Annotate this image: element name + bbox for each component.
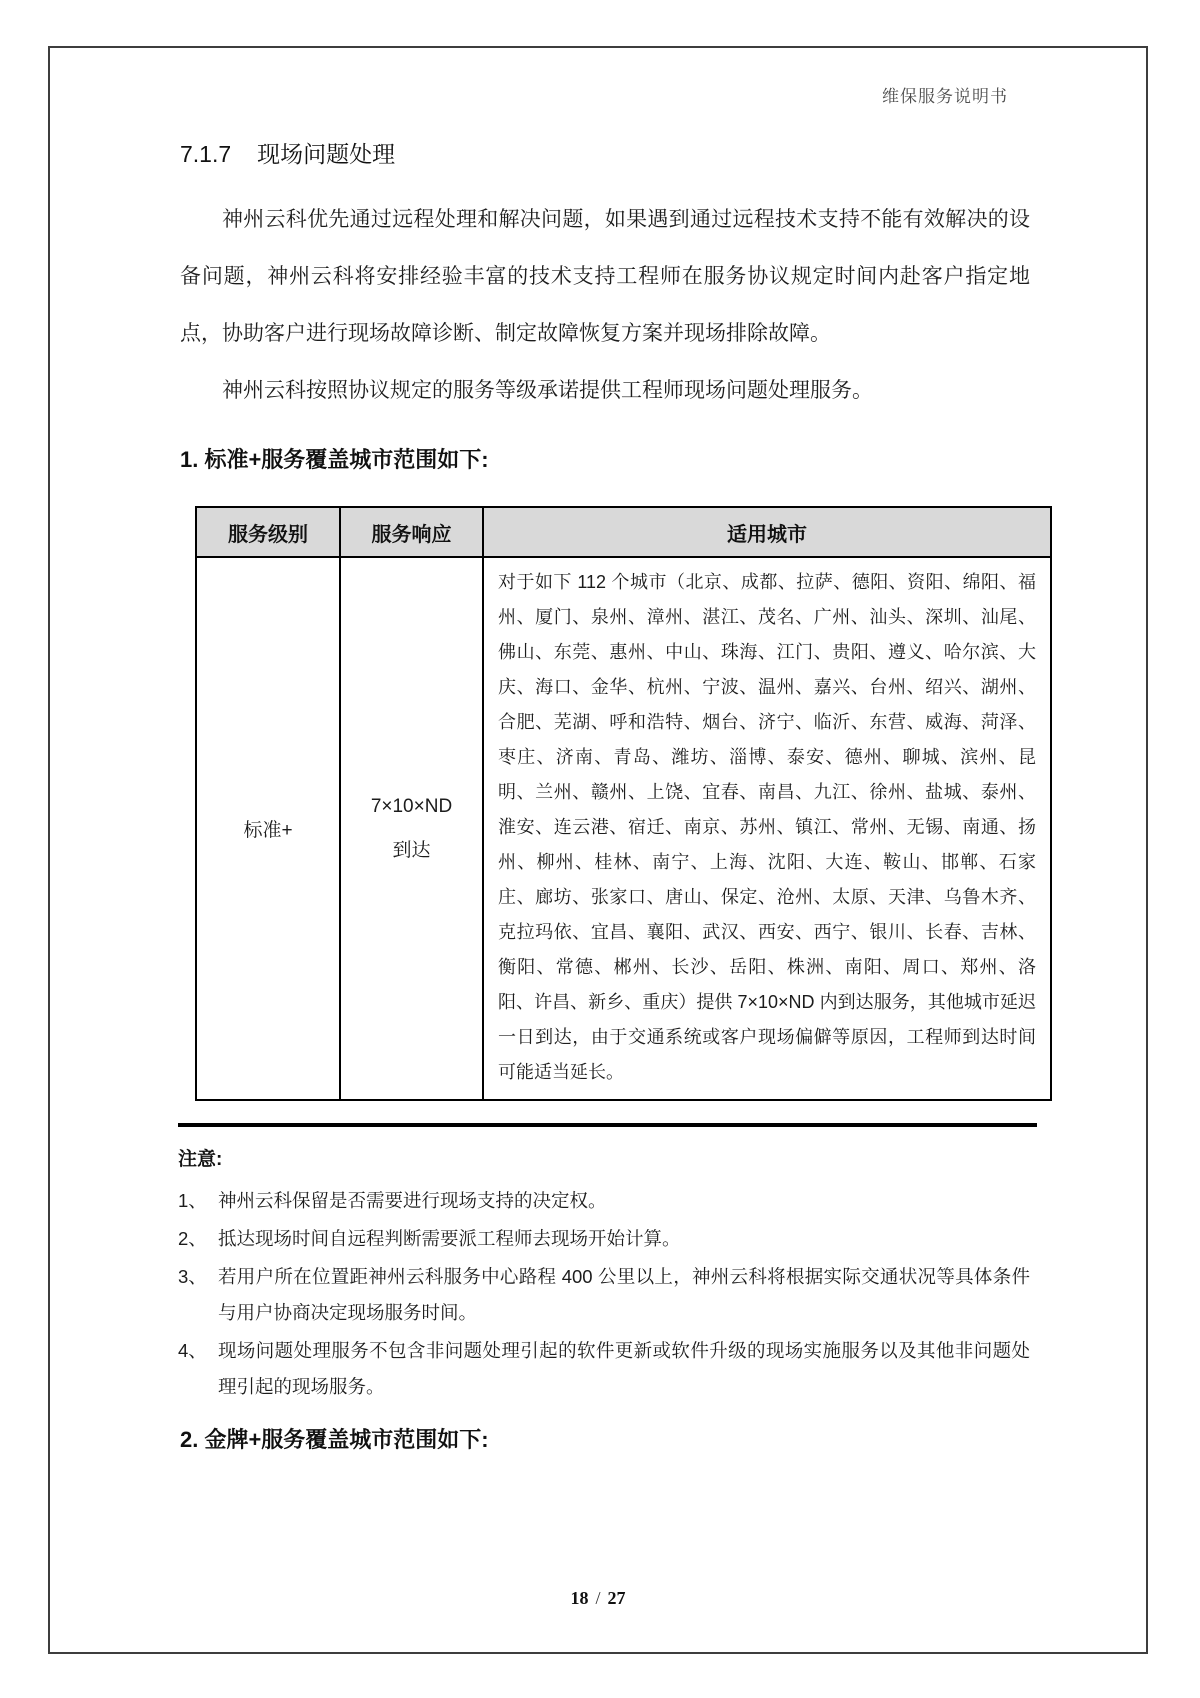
subheading-gold-plus: 2. 金牌+服务覆盖城市范围如下:	[180, 1427, 489, 1452]
subheading-standard-plus: 1. 标准+服务覆盖城市范围如下:	[180, 447, 489, 472]
paragraph-remote-handling: 神州云科优先通过远程处理和解决问题，如果遇到通过远程技术支持不能有效解决的设备问题，神州云科将安排经验丰富的技术支持工程师在服务协议规定时间内赴客户指定地点，协助客户进行现场故障诊断、制定故障恢复方案并现场排除故障。	[180, 208, 1030, 345]
note-item-3	[178, 1259, 1030, 1331]
section-number: 7.1.7	[180, 141, 232, 167]
table-and-notes-section	[178, 506, 1050, 1454]
cell-service-level: 标准+	[196, 557, 340, 1100]
section-heading	[180, 136, 395, 169]
document-header-title: 维保服务说明书	[882, 87, 1008, 106]
page-number-footer	[50, 1588, 1146, 1609]
horizontal-divider	[178, 1123, 1037, 1127]
section-title: 现场问题处理	[257, 141, 396, 167]
total-page-number: 27	[607, 1588, 626, 1608]
note-number: 1、	[178, 1190, 207, 1211]
note-number: 4、	[178, 1340, 207, 1361]
col-header-applicable-cities: 适用城市	[483, 507, 1051, 557]
service-coverage-table	[195, 506, 1052, 1101]
note-number: 2、	[178, 1228, 207, 1249]
note-number: 3、	[178, 1266, 207, 1287]
current-page-number: 18	[570, 1588, 589, 1608]
paragraph-service-level: 神州云科按照协议规定的服务等级承诺提供工程师现场问题处理服务。	[222, 379, 873, 402]
col-header-service-response: 服务响应	[340, 507, 483, 557]
note-text: 神州云科保留是否需要进行现场支持的决定权。	[218, 1190, 607, 1211]
cell-service-response	[340, 557, 483, 1100]
note-item-1	[178, 1183, 1030, 1219]
page-number-separator: /	[595, 1588, 601, 1608]
notes-label: 注意:	[178, 1149, 223, 1170]
page-border	[48, 46, 1148, 1654]
note-text: 抵达现场时间自远程判断需要派工程师去现场开始计算。	[218, 1228, 681, 1249]
notes-list	[178, 1183, 1030, 1405]
response-arrival: 到达	[392, 839, 431, 861]
cell-applicable-cities: 对于如下 112 个城市（北京、成都、拉萨、德阳、资阳、绵阳、福州、厦门、泉州、漳州、湛江、茂名、广州、汕头、深圳、汕尾、佛山、东莞、惠州、中山、珠海、江门、贵阳、遵义、哈尔滨、大庆、海口、金华、杭州、宁波、温州、嘉兴、台州、绍兴、湖州、合肥、芜湖、呼和浩特、烟台、济宁、临沂、东营、威海、菏泽、枣庄、济南、青岛、潍坊、淄博、泰安、德州、聊城、滨州、昆明、兰州、赣州、上饶、宜春、南昌、九江、徐州、盐城、泰州、淮安、连云港、宿迁、南京、苏州、镇江、常州、无锡、南通、扬州、柳州、桂林、南宁、上海、沈阳、大连、鞍山、邯郸、石家庄、廊坊、张家口、唐山、保定、沧州、太原、天津、乌鲁木齐、克拉玛依、宜昌、襄阳、武汉、西安、西宁、银川、长春、吉林、衡阳、常德、郴州、长沙、岳阳、株洲、南阳、周口、郑州、洛阳、许昌、新乡、重庆）提供 7×10×ND 内到达服务，其他城市延迟一日到达，由于交通系统或客户现场偏僻等原因，工程师到达时间可能适当延长。	[483, 557, 1051, 1100]
response-sla: 7×10×ND	[370, 795, 453, 817]
note-text: 若用户所在位置距神州云科服务中心路程 400 公里以上，神州云科将根据实际交通状况等具体条件与用户协商决定现场服务时间。	[218, 1266, 1030, 1323]
note-item-2	[178, 1221, 1030, 1257]
table-header-row	[196, 507, 1051, 557]
col-header-service-level: 服务级别	[196, 507, 340, 557]
note-item-4	[178, 1333, 1030, 1405]
table-row	[196, 557, 1051, 1100]
note-text: 现场问题处理服务不包含非问题处理引起的软件更新或软件升级的现场实施服务以及其他非问题处理引起的现场服务。	[218, 1340, 1030, 1397]
